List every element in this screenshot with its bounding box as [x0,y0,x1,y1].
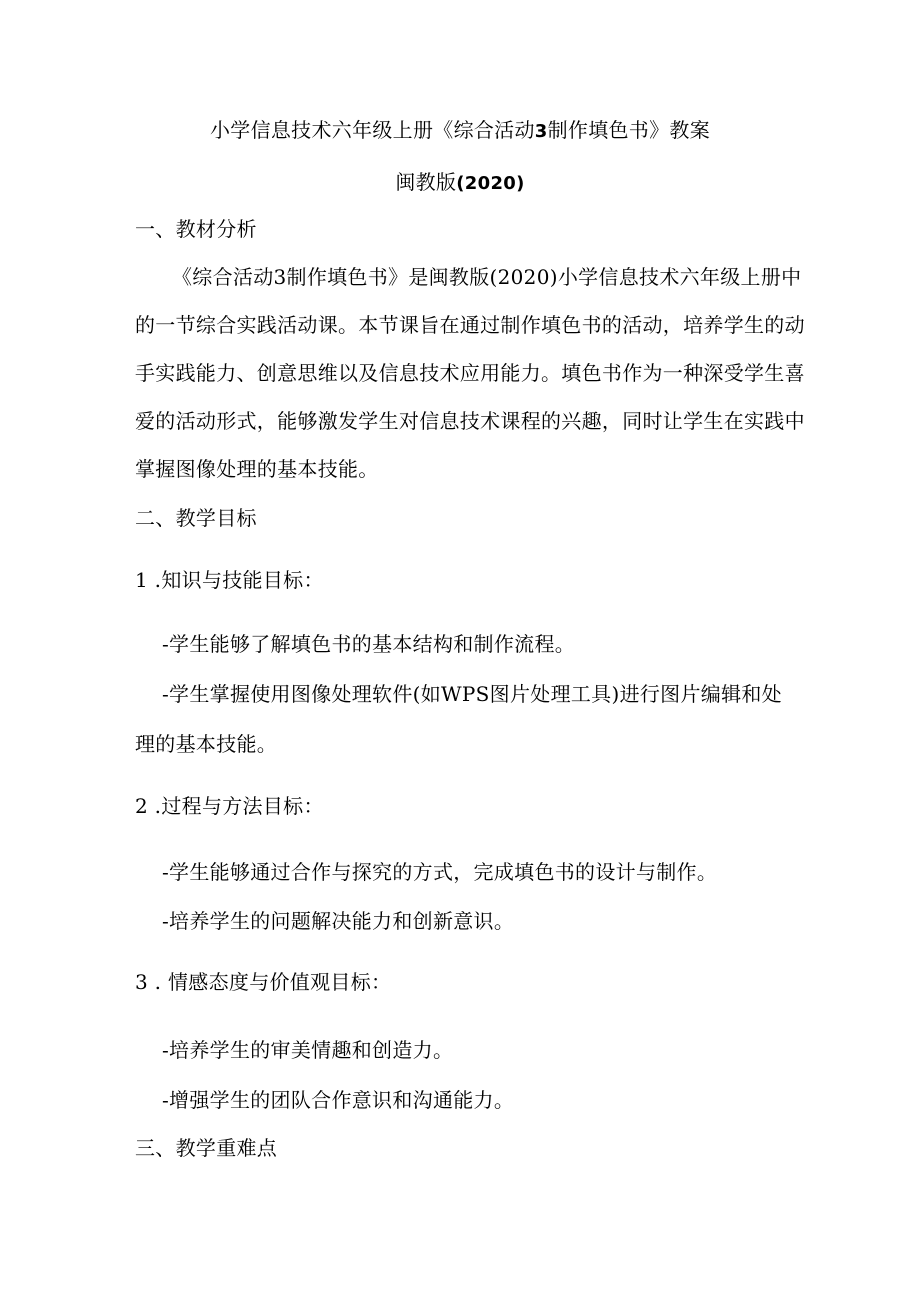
paragraph-line-1: 《综合活动3制作填色书》是闽教版(2020)小学信息技术六年级上册中 [172,265,802,289]
section-heading-1: 一、教材分析 [135,217,257,241]
paragraph-line-5: 掌握图像处理的基本技能。 [135,457,379,481]
goal-1-label: 1 .知识与技能目标： [135,568,324,592]
section-heading-3: 三、教学重难点 [135,1136,278,1160]
paragraph-line-3: 手实践能力、创意思维以及信息技术应用能力。填色书作为一种深受学生喜 [135,361,805,385]
title-text-rest: 制作填色书》教案 [547,118,711,142]
document-subtitle [0,168,920,198]
goal-3-item-1: -培养学生的审美情趣和创造力。 [162,1038,454,1062]
subtitle-year: (2020) [456,173,525,194]
title-number: 3 [534,121,548,142]
subtitle-publisher: 闽教版 [395,170,457,194]
goal-1-item-2-line-1: -学生掌握使用图像处理软件(如WPS图片处理工具)进行图片编辑和处 [162,682,782,706]
goal-2-item-1: -学生能够通过合作与探究的方式，完成填色书的设计与制作。 [162,860,718,884]
paragraph-line-4: 爱的活动形式，能够激发学生对信息技术课程的兴趣，同时让学生在实践中 [135,409,805,433]
section-heading-2: 二、教学目标 [135,506,257,530]
paragraph-line-2: 的一节综合实践活动课。本节课旨在通过制作填色书的活动，培养学生的动 [135,313,805,337]
goal-2-label: 2 .过程与方法目标： [135,794,324,818]
goal-3-label: 3 . 情感态度与价值观目标： [135,970,392,994]
goal-1-item-1: -学生能够了解填色书的基本结构和制作流程。 [162,632,576,656]
goal-3-item-2: -增强学生的团队合作意识和沟通能力。 [162,1088,515,1112]
title-text: 小学信息技术六年级上册《综合活动 [209,118,535,142]
document-title [0,116,920,146]
goal-2-item-2: -培养学生的问题解决能力和创新意识。 [162,909,515,933]
goal-1-item-2-line-2: 理的基本技能。 [135,732,278,756]
